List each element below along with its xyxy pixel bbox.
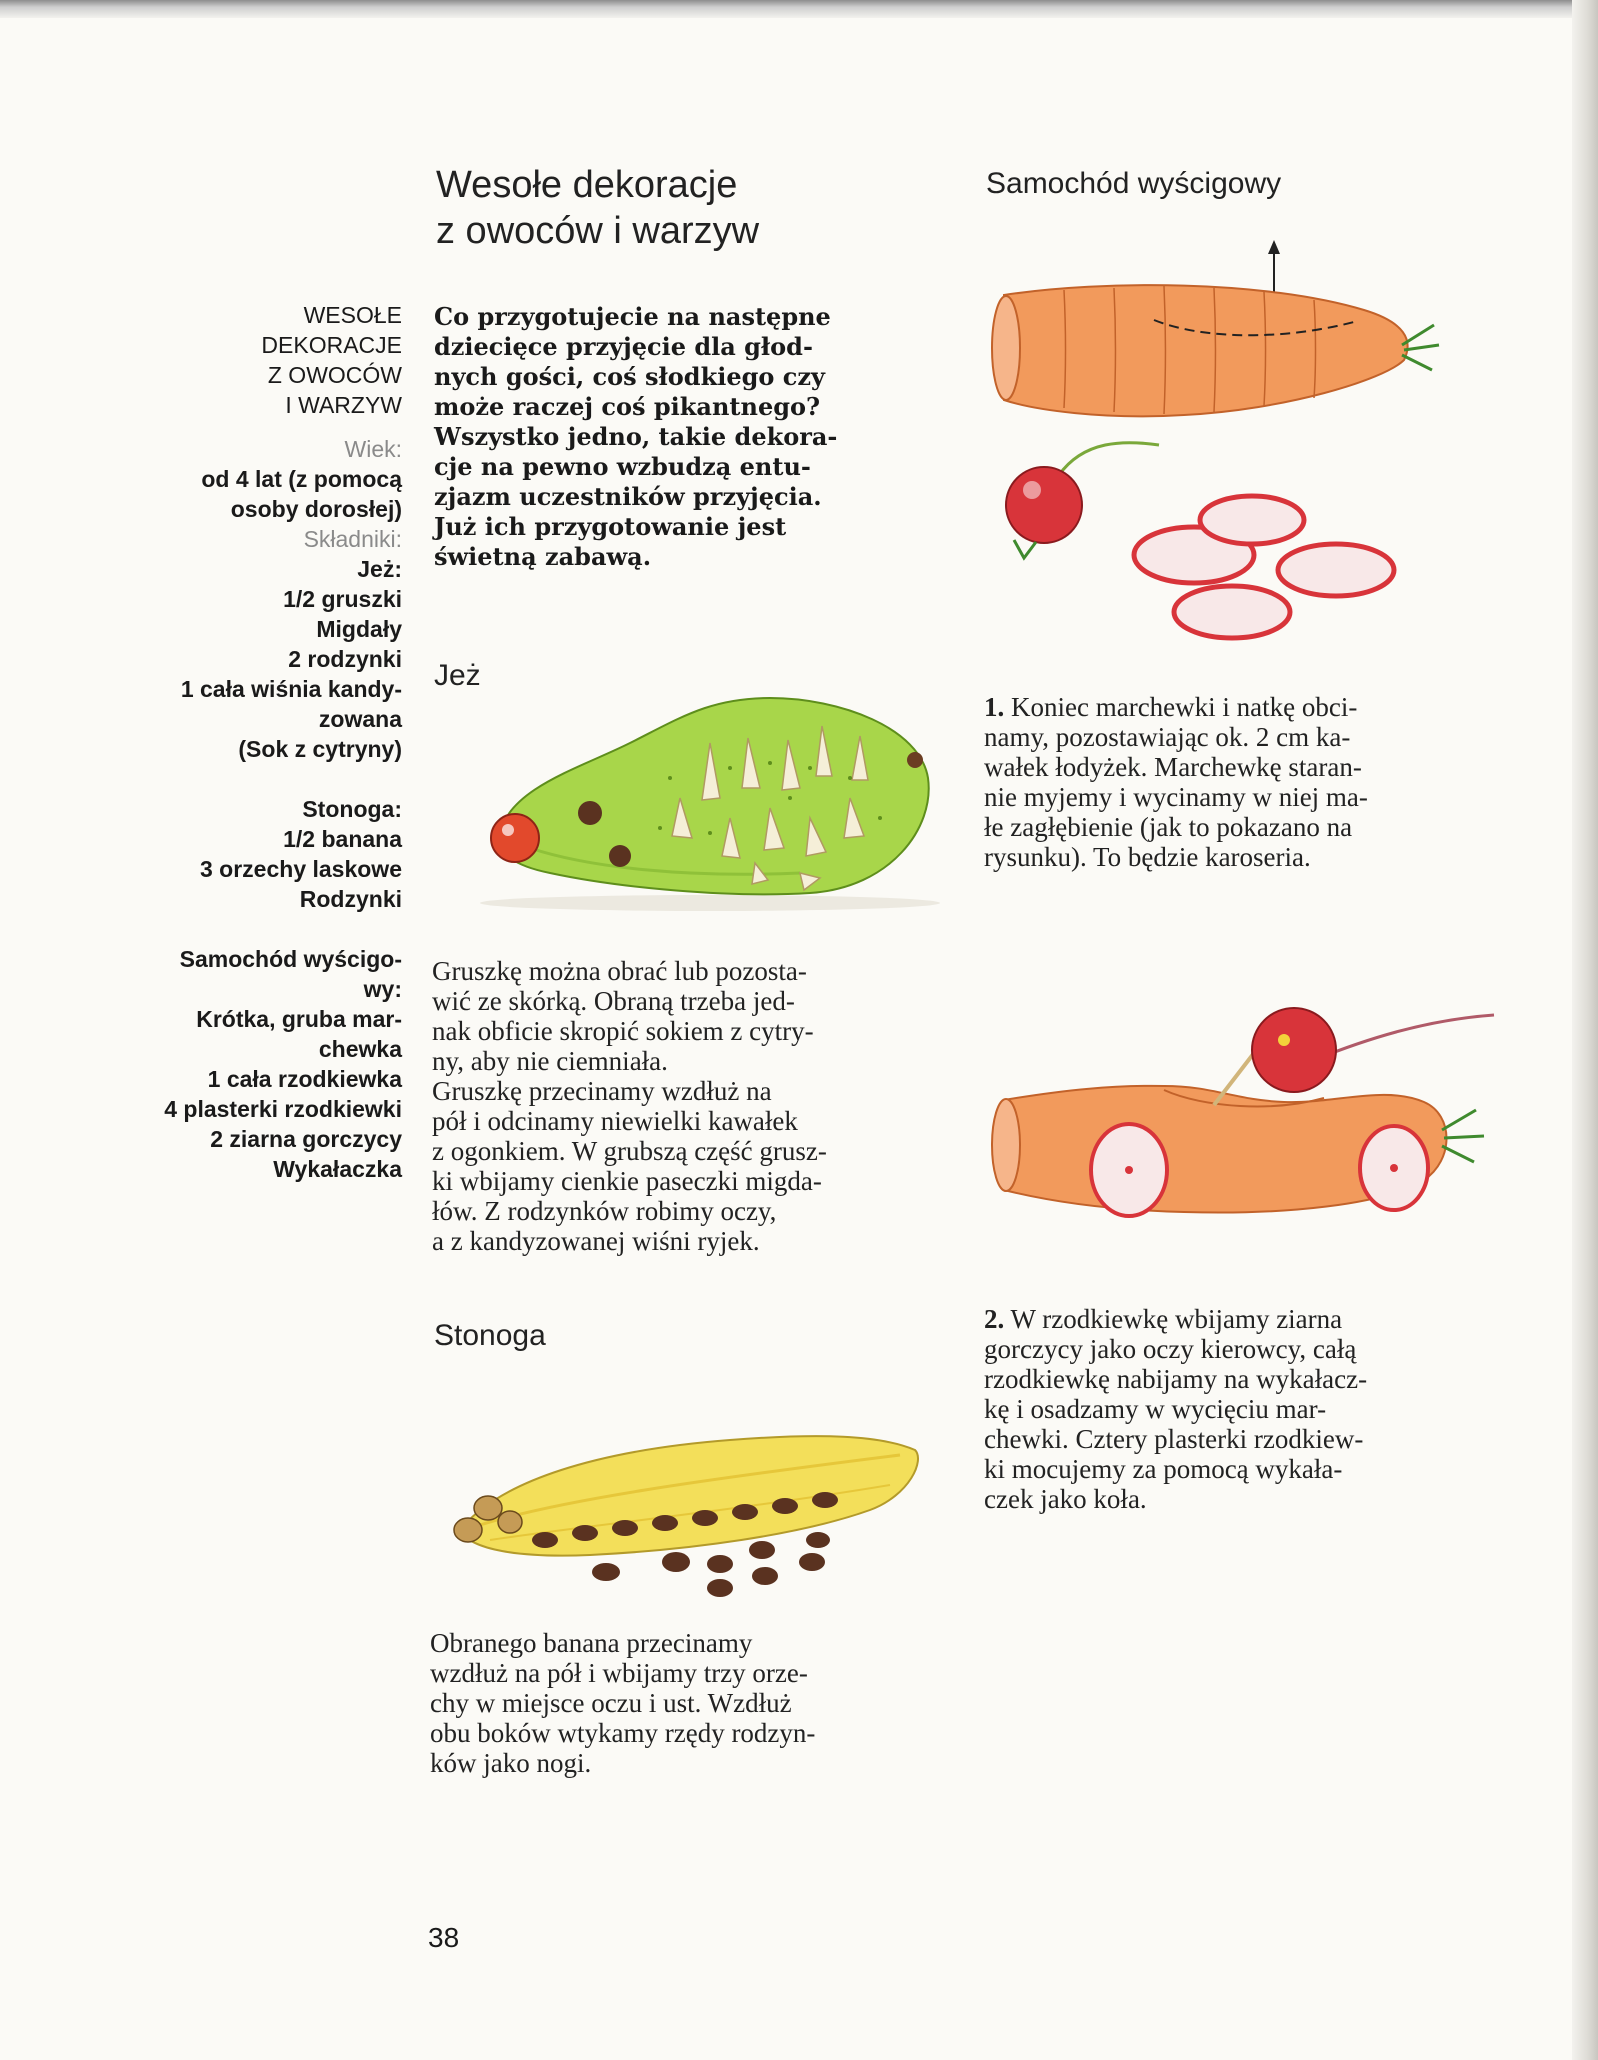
samochod-heading: Samochód wyścigowy [986, 167, 1282, 200]
page-number: 38 [428, 1922, 460, 1953]
step2-line: czek jako koła. [984, 1484, 1147, 1514]
jez-line: łów. Z rodzynków robimy oczy, [432, 1196, 777, 1226]
sidebar-title-line: Z OWOCÓW [267, 362, 402, 388]
stonoga-line: ków jako nogi. [430, 1748, 592, 1778]
step1-line: łe zagłębienie (jak to pokazano na [984, 812, 1353, 842]
sidebar [110, 300, 402, 1184]
samochod-label: Samochód wyścigo- [179, 946, 402, 972]
stonoga-line: chy w miejsce oczu i ust. Wzdłuż [430, 1688, 792, 1718]
carrot-radish-illustration [984, 240, 1454, 660]
stonoga-label: Stonoga: [302, 796, 402, 822]
intro-line: Już ich przygotowanie jest [434, 512, 787, 541]
stonoga-line: Obranego banana przecinamy [430, 1628, 753, 1658]
step1-text: Koniec marchewki i natkę obci- [1011, 692, 1358, 722]
jez-line: z ogonkiem. W grubszą część grusz- [432, 1136, 827, 1166]
samochod-step1 [984, 692, 1492, 872]
samochod-step2 [984, 1304, 1492, 1514]
samochod-label: wy: [363, 976, 402, 1002]
jez-label: Jeż: [357, 556, 402, 582]
page-title-line: Wesołe dekoracje [436, 164, 738, 206]
intro-line: zjazm uczestników przyjęcia. [434, 482, 822, 511]
page-title [436, 162, 876, 254]
step2-text: W rzodkiewkę wbijamy ziarna [1010, 1304, 1343, 1334]
ingredient-item: 2 rodzynki [288, 646, 402, 672]
step2-number: 2. [984, 1304, 1005, 1334]
sidebar-title [110, 300, 402, 420]
page-title-line: z owoców i warzyw [436, 210, 760, 252]
ingredient-item: Krótka, gruba mar- [196, 1006, 402, 1032]
intro-text [434, 302, 954, 572]
ingredient-item: 4 plasterki rzodkiewki [164, 1096, 402, 1122]
scan-right-edge [1572, 0, 1598, 2060]
step2-line: chewki. Cztery plasterki rzodkiew- [984, 1424, 1364, 1454]
intro-line: nych gości, coś słodkiego czy [434, 362, 825, 391]
ingredient-item: zowana [318, 706, 402, 732]
step1-number: 1. [984, 692, 1005, 722]
stonoga-line: wzdłuż na pół i wbijamy trzy orze- [430, 1658, 808, 1688]
jez-line: pół i odcinamy niewielki kawałek [432, 1106, 798, 1136]
step1-line: wałek łodyżek. Marchewkę staran- [984, 752, 1362, 782]
age-line: od 4 lat (z pomocą [201, 466, 402, 492]
ingredient-item: (Sok z cytryny) [238, 736, 402, 762]
stonoga-heading: Stonoga [434, 1319, 546, 1352]
ingredient-item: 1 cała rzodkiewka [207, 1066, 402, 1092]
ingredients-label: Składniki: [303, 526, 402, 552]
ingredient-item: Wykałaczka [273, 1156, 402, 1182]
jez-heading: Jeż [434, 659, 481, 692]
intro-line: cje na pewno wzbudzą entu- [434, 452, 811, 481]
intro-line: Wszystko jedno, takie dekora- [434, 422, 838, 451]
ingredient-item: 1/2 gruszki [283, 586, 402, 612]
jez-line: nak obficie skropić sokiem z cytry- [432, 1016, 814, 1046]
ingredient-item: 2 ziarna gorczycy [210, 1126, 402, 1152]
jez-line: ki wbijamy cienkie paseczki migda- [432, 1166, 822, 1196]
age-label: Wiek: [344, 436, 402, 462]
jez-line: a z kandyzowanej wiśni ryjek. [432, 1226, 760, 1256]
intro-line: Co przygotujecie na następne [434, 302, 831, 331]
age-line: osoby dorosłej) [230, 496, 402, 522]
step1-line: rysunku). To będzie karoseria. [984, 842, 1311, 872]
step2-line [984, 1304, 1492, 1334]
jez-line: Gruszkę można obrać lub pozosta- [432, 956, 807, 986]
intro-line: świetną zabawą. [434, 542, 652, 571]
step1-line: namy, pozostawiając ok. 2 cm ka- [984, 722, 1351, 752]
ingredient-item: Migdały [316, 616, 402, 642]
ingredient-item: chewka [318, 1036, 402, 1062]
sidebar-title-line: I WARZYW [285, 392, 402, 418]
sidebar-title-line: DEKORACJE [261, 332, 402, 358]
ingredient-item: 3 orzechy laskowe [200, 856, 402, 882]
race-car-illustration [984, 990, 1504, 1230]
step2-line: rzodkiewkę nabijamy na wykałacz- [984, 1364, 1368, 1394]
step2-line: ki mocujemy za pomocą wykała- [984, 1454, 1343, 1484]
step1-line: nie myjemy i wycinamy w niej ma- [984, 782, 1368, 812]
intro-line: dziecięce przyjęcie dla głod- [434, 332, 813, 361]
stonoga-line: obu boków wtykamy rzędy rodzyn- [430, 1718, 816, 1748]
scan-top-edge [0, 0, 1598, 18]
jez-line: wić ze skórką. Obraną trzeba jed- [432, 986, 795, 1016]
ingredient-item: 1 cała wiśnia kandy- [180, 676, 402, 702]
step2-line: gorczycy jako oczy kierowcy, całą [984, 1334, 1357, 1364]
step1-line [984, 692, 1492, 722]
jez-text [432, 956, 940, 1256]
jez-line: ny, aby nie ciemniała. [432, 1046, 668, 1076]
ingredient-item: 1/2 banana [283, 826, 402, 852]
jez-line: Gruszkę przecinamy wzdłuż na [432, 1076, 772, 1106]
hedgehog-illustration [470, 668, 950, 918]
centipede-illustration [440, 1400, 940, 1610]
intro-line: może raczej coś pikantnego? [434, 392, 821, 421]
step2-line: kę i osadzamy w wycięciu mar- [984, 1394, 1327, 1424]
stonoga-text [430, 1628, 940, 1778]
ingredient-item: Rodzynki [299, 886, 402, 912]
sidebar-title-line: WESOŁE [303, 302, 402, 328]
